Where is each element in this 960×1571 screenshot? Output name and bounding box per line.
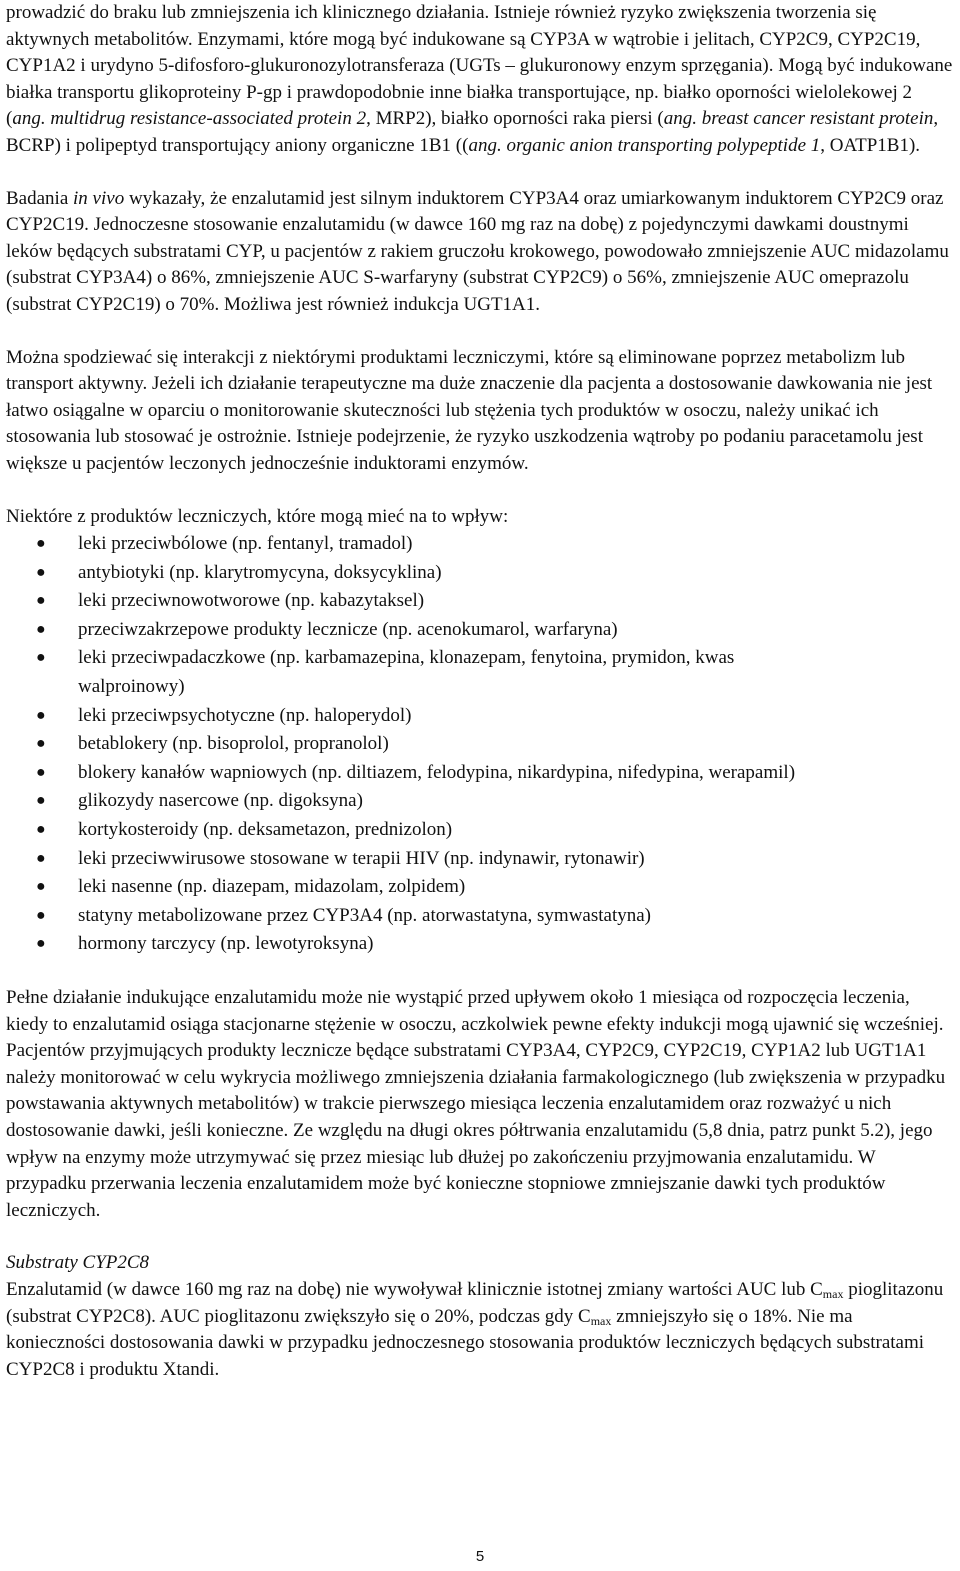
paragraph-induction-body: Istnieje również ryzyko zwiększenia tworzenia się aktywnych metabolitów. Enzymami, które mogą być indukowane są CYP3A w wątrobie i jelitach, CYP2C9, CYP2C19, CYP1A2 i urydyno 5-difosforo-glukuronozylotransferaza (UGTs – glukuronowy enzym sprzęgania). Mogą być indukowane białka transportu glikoproteiny P-gp i prawdopodobnie inne białka transportujące, np. białko oporności wielolekowej 2 ( bbox=[6, 2, 953, 130]
list-item-text: leki nasenne (np. diazepam, midazolam, zolpidem) bbox=[78, 876, 466, 898]
list-item-text: blokery kanałów wapniowych (np. diltiazem, felodypina, nikardypina, nifedypina, werapamil) bbox=[78, 761, 796, 783]
paragraph-induction-oatp: , OATP1B1). bbox=[820, 134, 921, 156]
bullet-icon: ● bbox=[36, 849, 46, 867]
list-item-text: leki przeciwnowotworowe (np. kabazytaksel) bbox=[78, 590, 425, 612]
list-item-text: kortykosteroidy (np. deksametazon, prednizolon) bbox=[78, 819, 453, 841]
list-item-text: statyny metabolizowane przez CYP3A4 (np. atorwastatyna, symwastatyna) bbox=[78, 904, 652, 926]
list-intro: Niektóre z produktów leczniczych, które mogą mieć na to wpływ: bbox=[6, 505, 509, 527]
list-item bbox=[6, 930, 956, 959]
bullet-icon: ● bbox=[36, 792, 46, 810]
list-item bbox=[6, 787, 956, 816]
cmax-subscript: max bbox=[822, 1286, 844, 1301]
bullet-icon: ● bbox=[36, 706, 46, 724]
list-item bbox=[6, 587, 956, 616]
list-item bbox=[6, 902, 956, 931]
list-item-text: leki przeciwbólowe (np. fentanyl, tramadol) bbox=[78, 533, 413, 555]
bullet-icon: ● bbox=[36, 935, 46, 953]
ang-term-bcrp: ang. breast cancer resistant protein bbox=[663, 108, 934, 130]
paragraph-interactions: Można spodziewać się interakcji z niektórymi produktami leczniczymi, które są eliminowane poprzez metabolizm lub transport aktywny. Jeżeli ich działanie terapeutyczne ma duże znaczenie dla pacjenta a dostosowanie dawkowania nie jest łatwo osiągalne w oparciu o monitorowanie skuteczności lub stężenia tych produktów w osoczu, należy unikać ich stosowania lub stosować je ostrożnie. Istnieje podejrzenie, że ryzyko uszkodzenia wątroby po podaniu paracetamolu jest większe u pacjentów leczonych jednocześnie induktorami enzymów. bbox=[6, 346, 933, 474]
list-item-text: leki przeciwpadaczkowe (np. karbamazepina, klonazepam, fenytoina, prymidon, kwas bbox=[78, 647, 735, 669]
in-vivo-auc-results: Jednoczesne stosowanie enzalutamidu (w dawce 160 mg raz na dobę) z pojedynczymi dawkami doustnymi leków będących substratami CYP, u pacjentów z rakiem gruczołu krokowego, powodowało zmniejszenie AUC midazolamu (substrat CYP3A4) o 86%, zmniejszenie AUC S-warfaryny (substrat CYP2C9) o 56%, zmniejszenie AUC omeprazolu (substrat CYP2C19) o 70%. Możliwa jest również indukcja UGT1A1. bbox=[6, 214, 949, 315]
list-item-text: antybiotyki (np. klarytromycyna, doksycyklina) bbox=[78, 561, 442, 583]
list-item-text: betablokery (np. bisoprolol, propranolol) bbox=[78, 733, 389, 755]
section-heading-cyp2c8 bbox=[6, 1250, 956, 1277]
list-item bbox=[6, 702, 956, 731]
list-item bbox=[6, 616, 956, 645]
list-item bbox=[6, 816, 956, 845]
list-item bbox=[6, 559, 956, 588]
list-item bbox=[6, 873, 956, 902]
list-item bbox=[6, 644, 956, 701]
list-item bbox=[6, 759, 956, 788]
bullet-icon: ● bbox=[36, 563, 46, 581]
cyp2c8-text-c: zmniejszyło się o 18%. Nie ma konieczności dostosowania dawki w przypadku jednoczesnego stosowania produktów leczniczych będących substratami CYP2C8 i produktu Xtandi. bbox=[6, 1305, 925, 1380]
paragraph-in-vivo bbox=[6, 186, 956, 319]
list-item bbox=[6, 730, 956, 759]
bullet-icon: ● bbox=[36, 735, 46, 753]
paragraph-induction-bcrp: , BCRP) i polipeptyd transportujący aniony organiczne 1B1 (( bbox=[6, 108, 939, 156]
in-vivo-findings: wykazały, że enzalutamid jest silnym induktorem CYP3A4 oraz umiarkowanym induktorem CYP2C9 oraz CYP2C19. bbox=[6, 187, 944, 236]
bullet-icon: ● bbox=[36, 878, 46, 896]
bullet-icon: ● bbox=[36, 649, 46, 667]
document-page bbox=[6, 0, 956, 1383]
list-item-text: leki przeciwwirusowe stosowane w terapii HIV (np. indynawir, rytonawir) bbox=[78, 847, 645, 869]
bullet-icon: ● bbox=[36, 906, 46, 924]
paragraph-induction-intro bbox=[6, 0, 956, 160]
section-heading-text: Substraty CYP2C8 bbox=[6, 1252, 150, 1274]
cmax-subscript: max bbox=[590, 1313, 612, 1328]
bullet-icon: ● bbox=[36, 763, 46, 781]
list-item-continuation: walproinowy) bbox=[78, 676, 185, 698]
bullet-icon: ● bbox=[36, 620, 46, 638]
ang-term-oatp: ang. organic anion transporting polypeptide 1 bbox=[468, 134, 821, 156]
list-item-text: leki przeciwpsychotyczne (np. haloperydol) bbox=[78, 704, 412, 726]
paragraph-cyp2c8 bbox=[6, 1277, 956, 1383]
in-vivo-term: in vivo bbox=[73, 187, 125, 209]
paragraph-induction-line1: prowadzić do braku lub zmniejszenia ich klinicznego działania. bbox=[6, 2, 495, 23]
paragraph-induction-onset: Pełne działanie indukujące enzalutamidu może nie wystąpić przed upływem około 1 miesiąca od rozpoczęcia leczenia, kiedy to enzalutamid osiąga stacjonarne stężenie w osoczu, aczkolwiek pewne efekty indukcji mogą ujawnić się wcześniej. Pacjentów przyjmujących produkty lecznicze będące substratami CYP3A4, CYP2C9, CYP2C19, CYP1A2 lub UGT1A1 należy monitorować w celu wykrycia możliwego zmniejszenia działania farmakologicznego (lub zwiększenia w przypadku powstawania aktywnych metabolitów) w trakcie pierwszego miesiąca leczenia enzalutamidem oraz rozważyć u nich dostosowanie dawki, jeśli konieczne. Ze względu na długi okres półtrwania enzalutamidu (5,8 dnia, patrz punkt 5.2), jego wpływ na enzymy może utrzymywać się przez miesiąc lub dłużej po zakończeniu przyjmowania enzalutamidu. W przypadku przerwania leczenia enzalutamidem może być konieczne stopniowe zmniejszanie dawki tych produktów leczniczych. bbox=[6, 987, 946, 1221]
cyp2c8-text-a: Enzalutamid (w dawce 160 mg raz na dobę) nie wywoływał klinicznie istotnej zmiany wartości AUC lub C bbox=[6, 1278, 823, 1300]
cyp2c8-text-b: pioglitazonu (substrat CYP2C8). AUC pioglitazonu zwiększyło się o 20%, podczas gdy C bbox=[6, 1278, 944, 1327]
ang-term-mrp2: ang. multidrug resistance-associated protein 2 bbox=[12, 108, 367, 130]
list-item-text: hormony tarczycy (np. lewotyroksyna) bbox=[78, 933, 374, 955]
bullet-icon: ● bbox=[36, 821, 46, 839]
page-number: 5 bbox=[475, 1548, 485, 1565]
list-item bbox=[6, 530, 956, 559]
list-item-text: glikozydy nasercowe (np. digoksyna) bbox=[78, 790, 363, 812]
paragraph-induction-mrp2: , MRP2), białko oporności raka piersi ( bbox=[366, 108, 664, 130]
bullet-icon: ● bbox=[36, 535, 46, 553]
list-item bbox=[6, 845, 956, 874]
list-item-text: przeciwzakrzepowe produkty lecznicze (np. acenokumarol, warfaryna) bbox=[78, 618, 618, 640]
in-vivo-lead: Badania bbox=[6, 187, 74, 209]
medicinal-products-list bbox=[6, 530, 956, 959]
bullet-icon: ● bbox=[36, 592, 46, 610]
